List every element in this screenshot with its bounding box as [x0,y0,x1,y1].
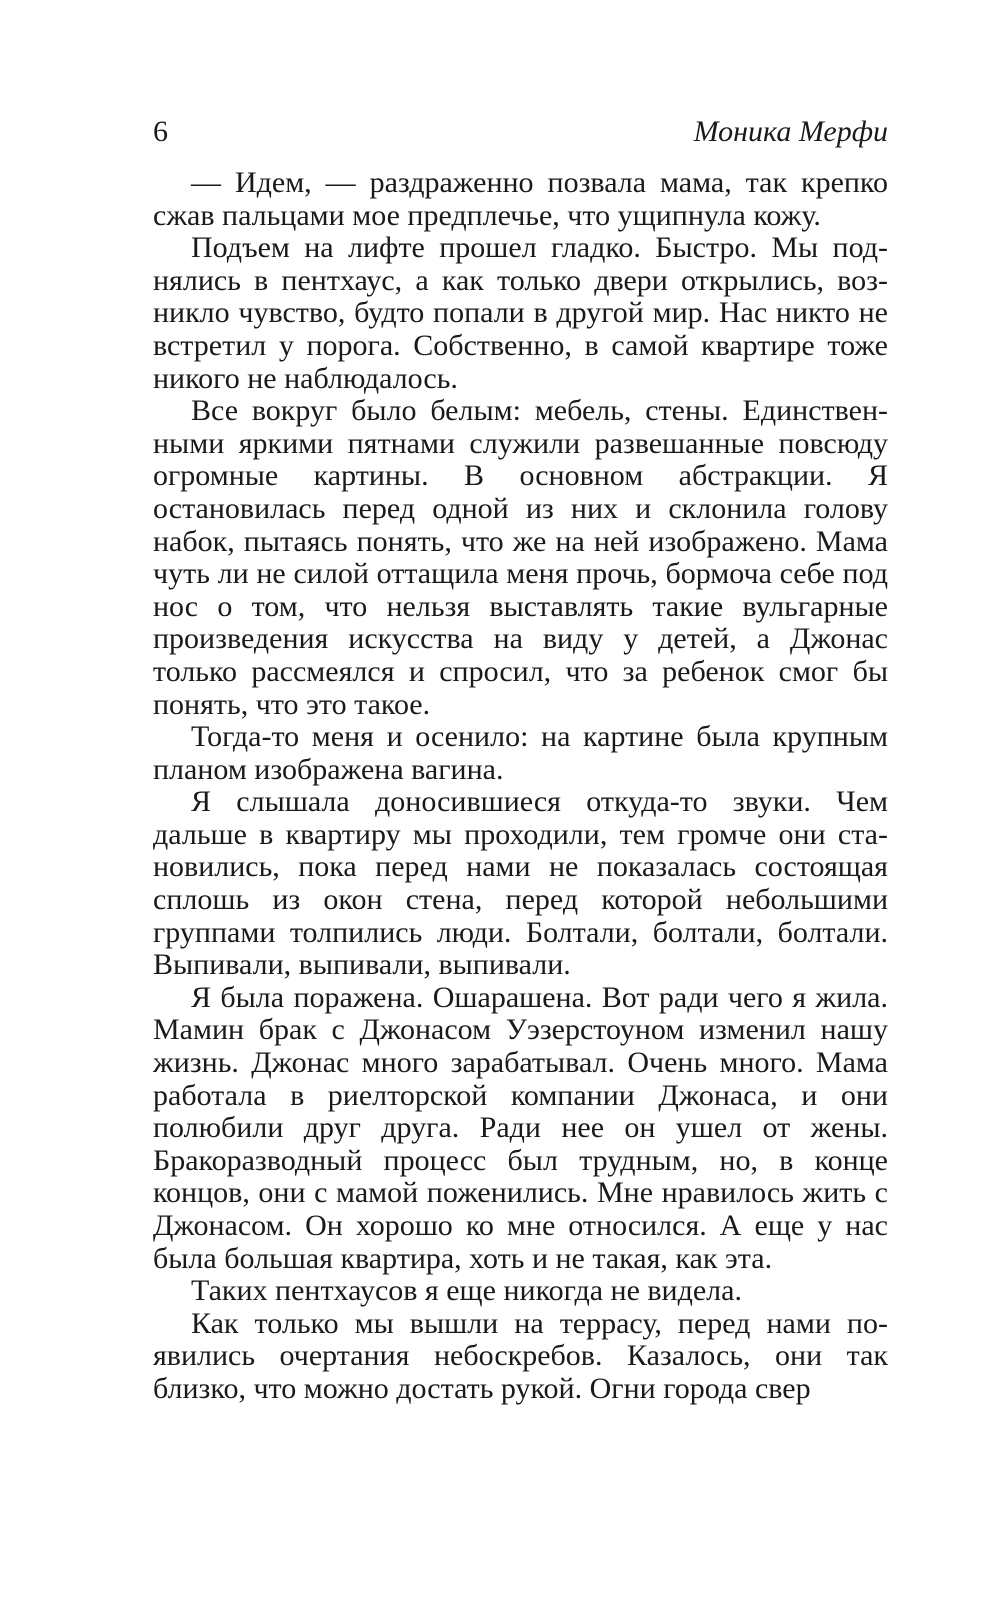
body-text [153,167,888,1406]
paragraph: Все вокруг было белым: мебель, стены. Единственными яркими пятнами служили развешанные повсюду огромные картины. В основном абстракции. Я остановилась перед одной из них и склонила голову набок, пытаясь понять, что же на ней изображено. Мама чуть ли не силой оттащила меня прочь, бормоча себе под нос о том, что нельзя выставлять такие вульгарные произведения искусства на виду у детей, а Джонас только рассмеялся и спросил, что за ребенок смог бы понять, что это такое. [153,394,888,721]
paragraph: Таких пентхаусов я еще никогда не видела. [191,1274,742,1308]
paragraph: Я была поражена. Ошарашена. Вот ради чего я жила. Мамин брак с Джонасом Уэзерстоуном изменил нашу жизнь. Джонас много зарабатывал. Очень много. Мама работала в риелторской компании Джонаса, и они полюбили друг друга. Ради нее он ушел от жены. Бракоразводный процесс был трудным, но, в конце концов, они с мамой поженились. Мне нравилось жить с Джонасом. Он хорошо ко мне относился. А еще у нас была большая квартира, хоть и не такая, как эта. [153,980,888,1275]
paragraph: Как только мы вышли на террасу, перед нами появились очертания небоскребов. Казалось, они так близко, что можно достать рукой. Огни города свер [153,1306,888,1405]
paragraph: Подъем на лифте прошел гладко. Быстро. Мы поднялись в пентхаус, а как только двери открылись, возникло чувство, будто попали в другой мир. Нас никто не встретил у порога. Собственно, в самой квартире тоже никого не наблюдалось. [153,231,888,395]
paragraph: — Идем, — раздраженно позвала мама, так крепко сжав пальцами мое предплечье, что ущипнула кожу. [153,166,888,232]
paragraph: Я слышала доносившиеся откуда-то звуки. Чем дальше в квартиру мы проходили, тем громче они становились, пока перед нами не показалась состоящая сплошь из окон стена, перед которой небольшими группами толпились люди. Болтали, болтали, болтали. Выпивали, выпивали, выпивали. [153,785,888,982]
running-title: Моника Мерфи [693,115,888,148]
paragraph: Тогда-то меня и осенило: на картине была крупным планом изображена вагина. [153,720,888,786]
page-number: 6 [153,115,168,148]
page-header [153,112,888,152]
